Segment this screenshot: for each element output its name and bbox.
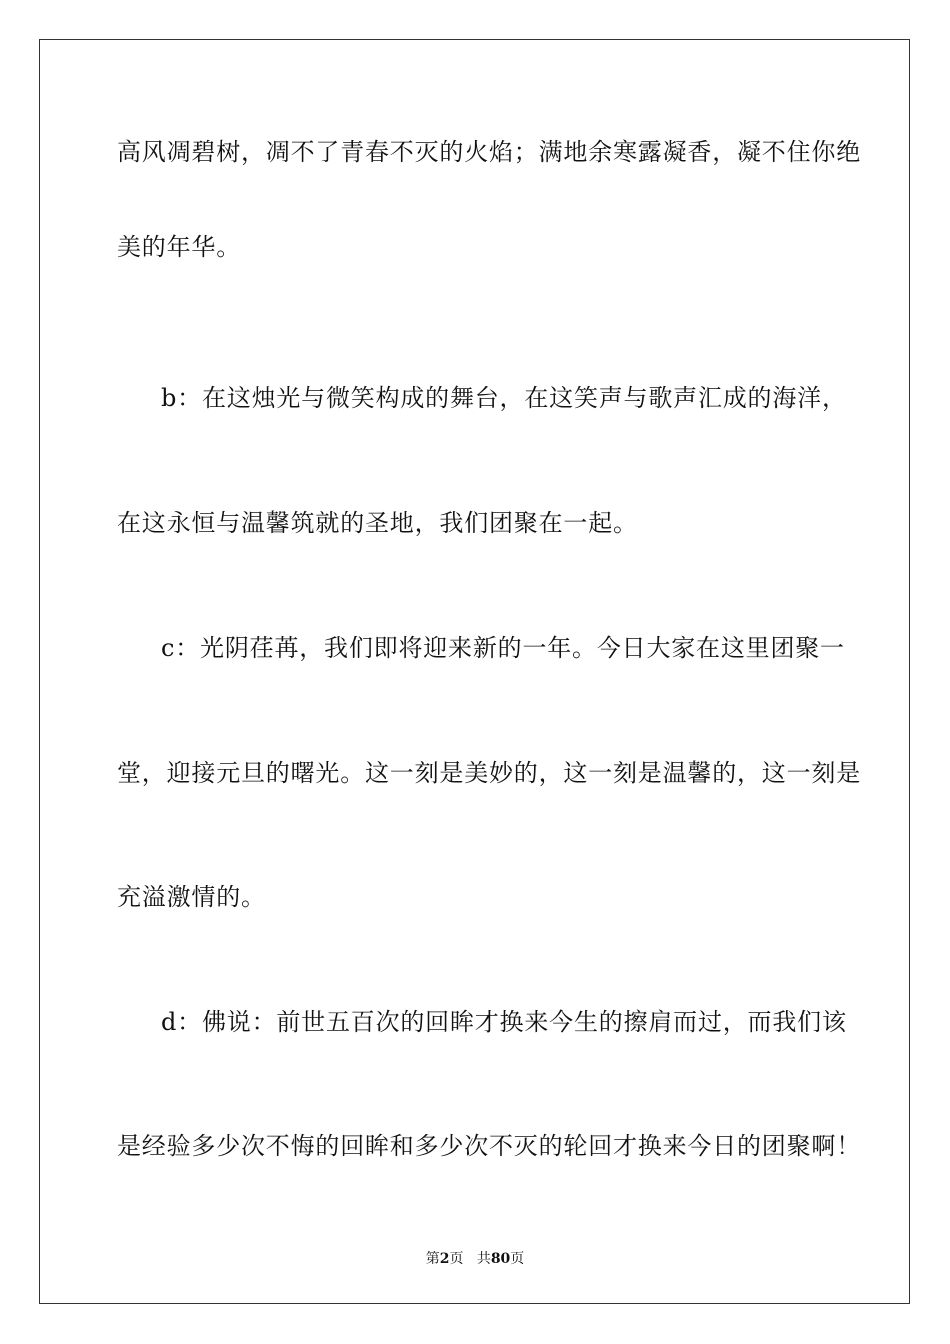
body-line-5: c：光阴荏苒，我们即将迎来新的一年。今日大家在这里团聚一 xyxy=(161,634,845,662)
body-line-7: 充溢激情的。 xyxy=(117,883,266,911)
body-line-9: 是经验多少次不悔的回眸和多少次不灭的轮回才换来今日的团聚啊！ xyxy=(117,1132,861,1160)
footer-total-pages: 80 xyxy=(490,1251,511,1267)
page-frame xyxy=(39,39,910,1304)
footer-total-prefix: 共 xyxy=(476,1251,491,1267)
footer-page-prefix: 第 xyxy=(425,1251,440,1267)
footer-total-suffix: 页 xyxy=(510,1251,525,1267)
body-line-6: 堂，迎接元旦的曙光。这一刻是美妙的，这一刻是温馨的，这一刻是 xyxy=(117,759,861,787)
body-line-8: d：佛说：前世五百次的回眸才换来今生的擦肩而过，而我们该 xyxy=(161,1008,847,1036)
page-footer xyxy=(0,1248,950,1268)
body-line-4: 在这永恒与温馨筑就的圣地，我们团聚在一起。 xyxy=(117,509,638,537)
body-line-2: 美的年华。 xyxy=(117,233,241,261)
body-line-3: b：在这烛光与微笑构成的舞台，在这笑声与歌声汇成的海洋， xyxy=(161,384,847,412)
body-line-1: 高风凋碧树，凋不了青春不灭的火焰；满地余寒露凝香，凝不住你绝 xyxy=(117,138,861,166)
footer-page-number: 2 xyxy=(439,1251,450,1267)
footer-page-suffix: 页 xyxy=(449,1251,464,1267)
